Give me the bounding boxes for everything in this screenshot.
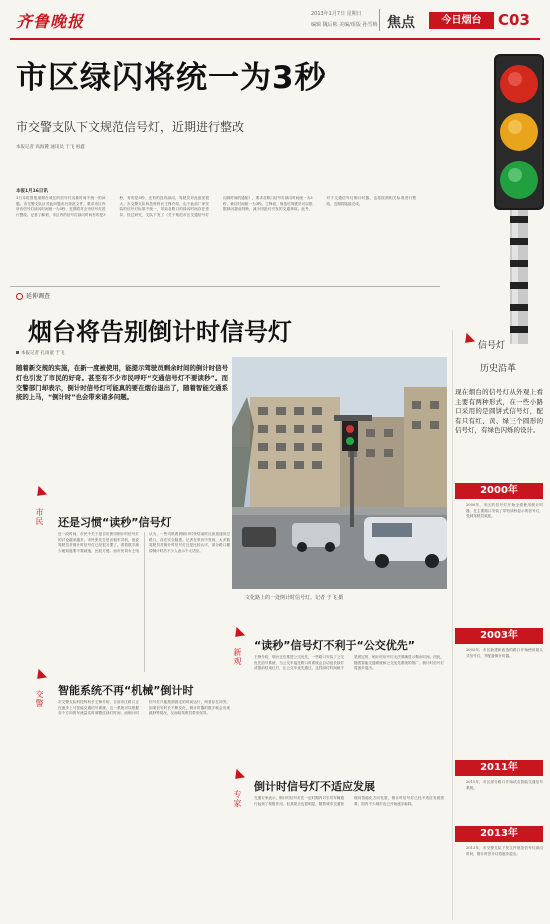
kicker-label: 延伸调查: [26, 293, 51, 300]
section-2-body: 市交警支队科技科科长王锋介绍，目前市区路口正在逐步上马智能交通信号系统，这一系统可以根据各个方向的车流量实时调整红绿灯时间，而倒计时信号灯只能按照固定的时间运行，两者存在冲突。如果信号时长不断变化，倒计时器的数字就会出现跳秒等情况，反而给驾驶员带来误导。: [58, 700, 230, 716]
masthead-rule: [10, 38, 540, 40]
section-1-body: 近一段时间，市民中关于是否应使用倒计时信号灯的讨论越来越多。市民张先生是出租车司机，他说驾驶员对倒计时信号灯已经很习惯了，看着数字减少就知道要不要减速，比较方便。而市民刘女士则认为，一些司机看到倒计时快结束时反而加速冲过路口，存在安全隐患。记者在采访中发现，大多数驾驶员对倒计时信号灯还是比较认可，部分路口撤掉倒计时后不少人表示不太适应。: [58, 532, 230, 553]
history-text-2013: 2013年，市交警支队下发文件规范信号灯绿闪时间，倒计时信号灯将逐步退出。: [466, 846, 543, 856]
feature-byline: [16, 350, 64, 356]
page-number: C03: [498, 11, 530, 29]
history-year-2003: 2003年: [455, 628, 543, 644]
section-4-body: 交通专家表示，倒计时信号灯在一定时期内对引导车辆通行起到了积极作用，但其缺点也很明显，随着城市交通管理向智能化方向发展，倒计时信号灯已经不适应发展需要，国内不少城市也已开始逐步拆除。: [254, 796, 444, 806]
section-4-marker-icon: [231, 769, 245, 783]
byline-square-icon: [16, 351, 19, 354]
history-text-2011: 2011年，市区部分路口开始试点智能交通信号系统。: [466, 780, 543, 790]
section-3-body: 王锋介绍，烟台正在推进公交优先，一些路口安装了公交优先信号系统，当公交车接近路口时系统会自动延长绿灯或提前结束红灯，让公交车优先通过，这样绿灯时间就不是固定的，倒计时信号灯无法准确显示剩余时间。因此，随着智能交通系统和公交优先系统的推广，倒计时信号灯将逐步退出。: [254, 655, 444, 671]
section-3-title: “读秒”信号灯不利于“公交优先”: [254, 639, 415, 652]
section-3-label: 新观: [233, 648, 242, 666]
history-year-2000: 2000年: [455, 483, 543, 499]
masthead-divider: [379, 9, 380, 31]
lead-body: 3日本报曾报道烟台城区的信号灯闪烁时间不统一的问题。市交警支队针对此问题出台规范文件，要求市区内所有信号灯绿闪时间统一为3秒，近期将对全市信号灯进行整改。记者了解到，市区内的信号灯绿闪时间有的是3秒，有的是5秒，还有的没有绿闪，驾驶员对此意见很大。市交警支队科技科科长王锋介绍，由于此前厂家安装的信号灯标准不统一，导致各路口的绿闪时间存在差异。经过研究，支队下发了《关于规范市区交通信号灯闪烁时间的通知》，要求各路口信号灯绿闪时间统一为3秒，黄灯时间统一为3秒。王锋说，规范后驾驶员可以根据绿闪提前判断，减少因抢灯引发的交通事故。此外，对于交通信号灯倒计时器，也将按照相关标准进行整改，近期将陆续完成。: [16, 196, 416, 217]
kicker-circle-icon: [16, 293, 23, 300]
history-text-2003: 2003年，市区新建和改造的路口开始使用箭头式信号灯，并配备倒计时器。: [466, 648, 543, 658]
section-2-title: 智能系统不再“机械”倒计时: [58, 684, 194, 697]
section-1-divider: [144, 532, 145, 672]
section-name: 焦点: [387, 15, 415, 31]
section-4-title: 倒计时信号灯不适应发展: [254, 780, 375, 793]
feature-headline: 烟台将告别倒计时信号灯: [28, 318, 292, 346]
feature-byline-text: 本报记者 孔雨童 于飞: [21, 351, 65, 356]
lead-bottom-rule: [10, 286, 440, 287]
section-1-marker-icon: [33, 486, 47, 500]
section-4-label: 专家: [233, 790, 242, 808]
newspaper-logo: 齐鲁晚报: [16, 12, 85, 31]
masthead: [0, 0, 550, 40]
history-subtitle: 历史沿革: [480, 364, 517, 374]
feature-kicker: [16, 291, 50, 300]
feature-intro: 随着新交规的实施，在新一度被使用，能提示驾驶员剩余时间的倒计时信号灯也引发了市民的好奇。甚至有不少市民呼吁“交通信号灯不要读秒”。而交警部门却表示，倒计时信号灯可能真的要在烟台退出了，随着智能交通系统的上马，“倒计时”也会带来诸多问题。: [16, 364, 228, 402]
section-1-label: 市民: [35, 508, 44, 526]
section-2-label: 交警: [35, 690, 44, 708]
editor-line: 编辑 魏后彬 美编/组版 孙雪梅: [311, 22, 378, 28]
lead-subhead: 市交警支队下文规范信号灯，近期进行整改: [16, 120, 245, 134]
history-year-2013: 2013年: [455, 826, 543, 842]
traffic-light-illustration: [418, 44, 550, 344]
history-title: 信号灯: [478, 341, 506, 351]
date-line: 2013年1月7日 星期日: [311, 11, 362, 17]
section-2-marker-icon: [33, 669, 47, 683]
history-intro: 现在烟台的信号灯从外观上看主要有两种形式，在一些小路口采用的是圆饼式信号灯，配有只有红、黄、绿三个圆形的信号灯，有绿色闪烁的设计。: [455, 388, 543, 434]
history-column-rule: [452, 330, 453, 920]
section-3-marker-icon: [231, 627, 245, 641]
history-year-2011: 2011年: [455, 760, 543, 776]
section-tab: 今日烟台: [429, 12, 494, 29]
lead-byline: 本报记者 高海麓 通讯员 于飞 祖鑫: [16, 145, 85, 150]
lead-opening-words: 本报1月16日讯: [16, 189, 48, 194]
section-1-title: 还是习惯“读秒”信号灯: [58, 516, 172, 529]
feature-photo: [232, 357, 447, 589]
photo-caption: 文化路上的一处倒计时信号灯。记者 于飞 摄: [245, 595, 344, 601]
lead-headline: 市区绿闪将统一为3秒: [16, 60, 327, 96]
history-text-2000: 2000年，市区的信号灯开始全面使用倒计时器，在主要路口安装了带有读秒显示的信号灯，受到驾驶员欢迎。: [466, 503, 543, 519]
